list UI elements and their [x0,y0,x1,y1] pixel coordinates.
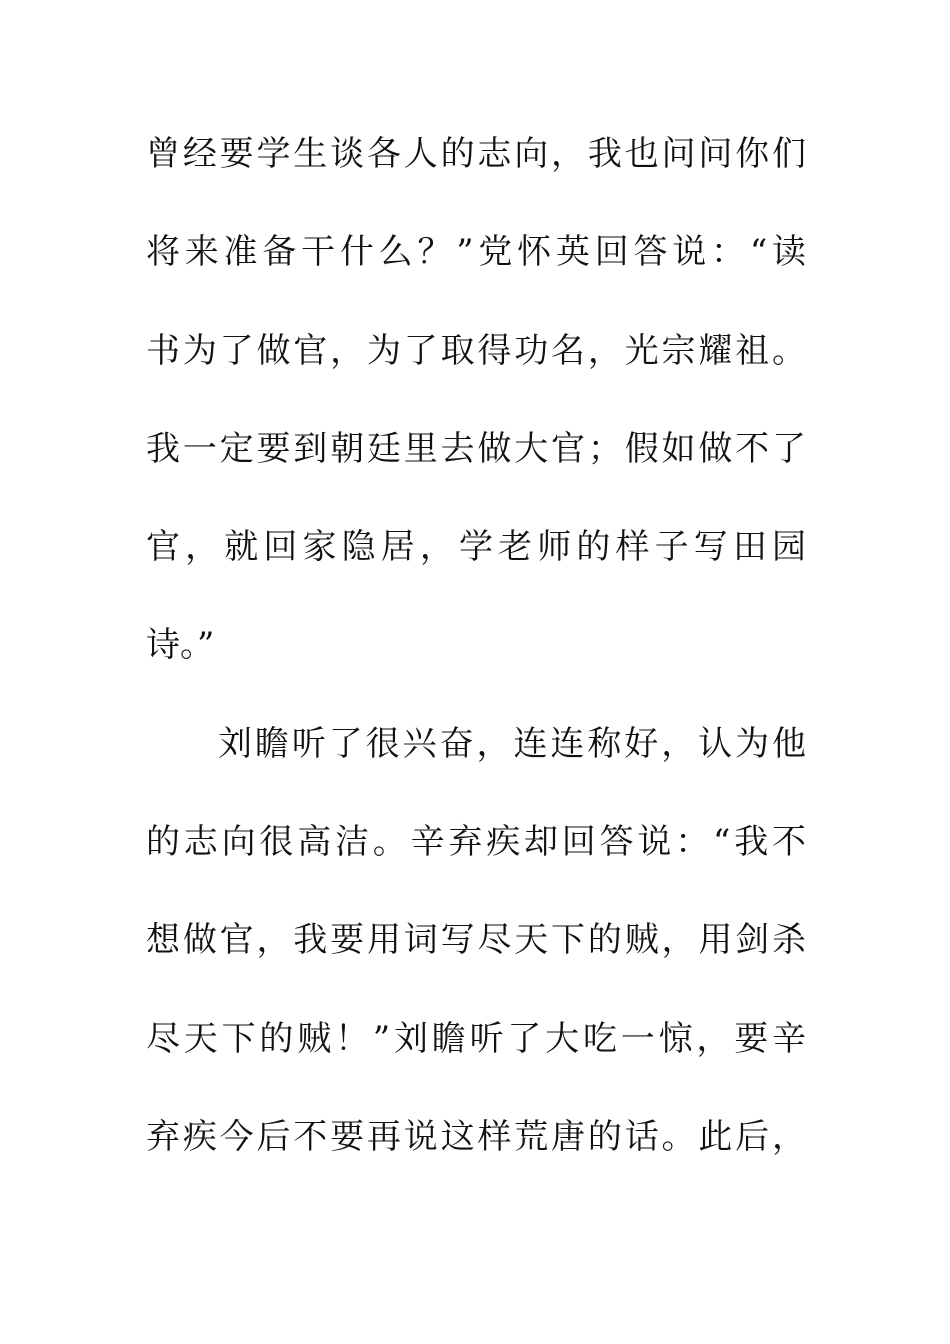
paragraph-start-line: 刘瞻听了很兴奋，连连称好，认为他 [218,723,806,764]
text-line: 我一定要到朝廷里去做大官；假如做不了 [146,428,806,469]
text-line: 书为了做官，为了取得功名，光宗耀祖。 [146,330,806,371]
text-line: 官，就回家隐居，学老师的样子写田园 [146,527,806,568]
text-line: 尽天下的贼！”刘瞻听了大吃一惊，要辛 [146,1018,806,1059]
text-line: 弃疾今后不要再说这样荒唐的话。此后， [146,1116,806,1157]
paragraph-end-line: 诗。” [146,625,215,666]
text-line: 曾经要学生谈各人的志向，我也问问你们 [146,134,806,174]
text-line: 想做官，我要用词写尽天下的贼，用剑杀 [146,920,806,961]
text-line: 将来准备干什么？”党怀英回答说：“读 [146,232,806,273]
document-body [146,118,806,1199]
text-line: 的志向很高洁。辛弃疾却回答说：“我不 [146,822,806,863]
